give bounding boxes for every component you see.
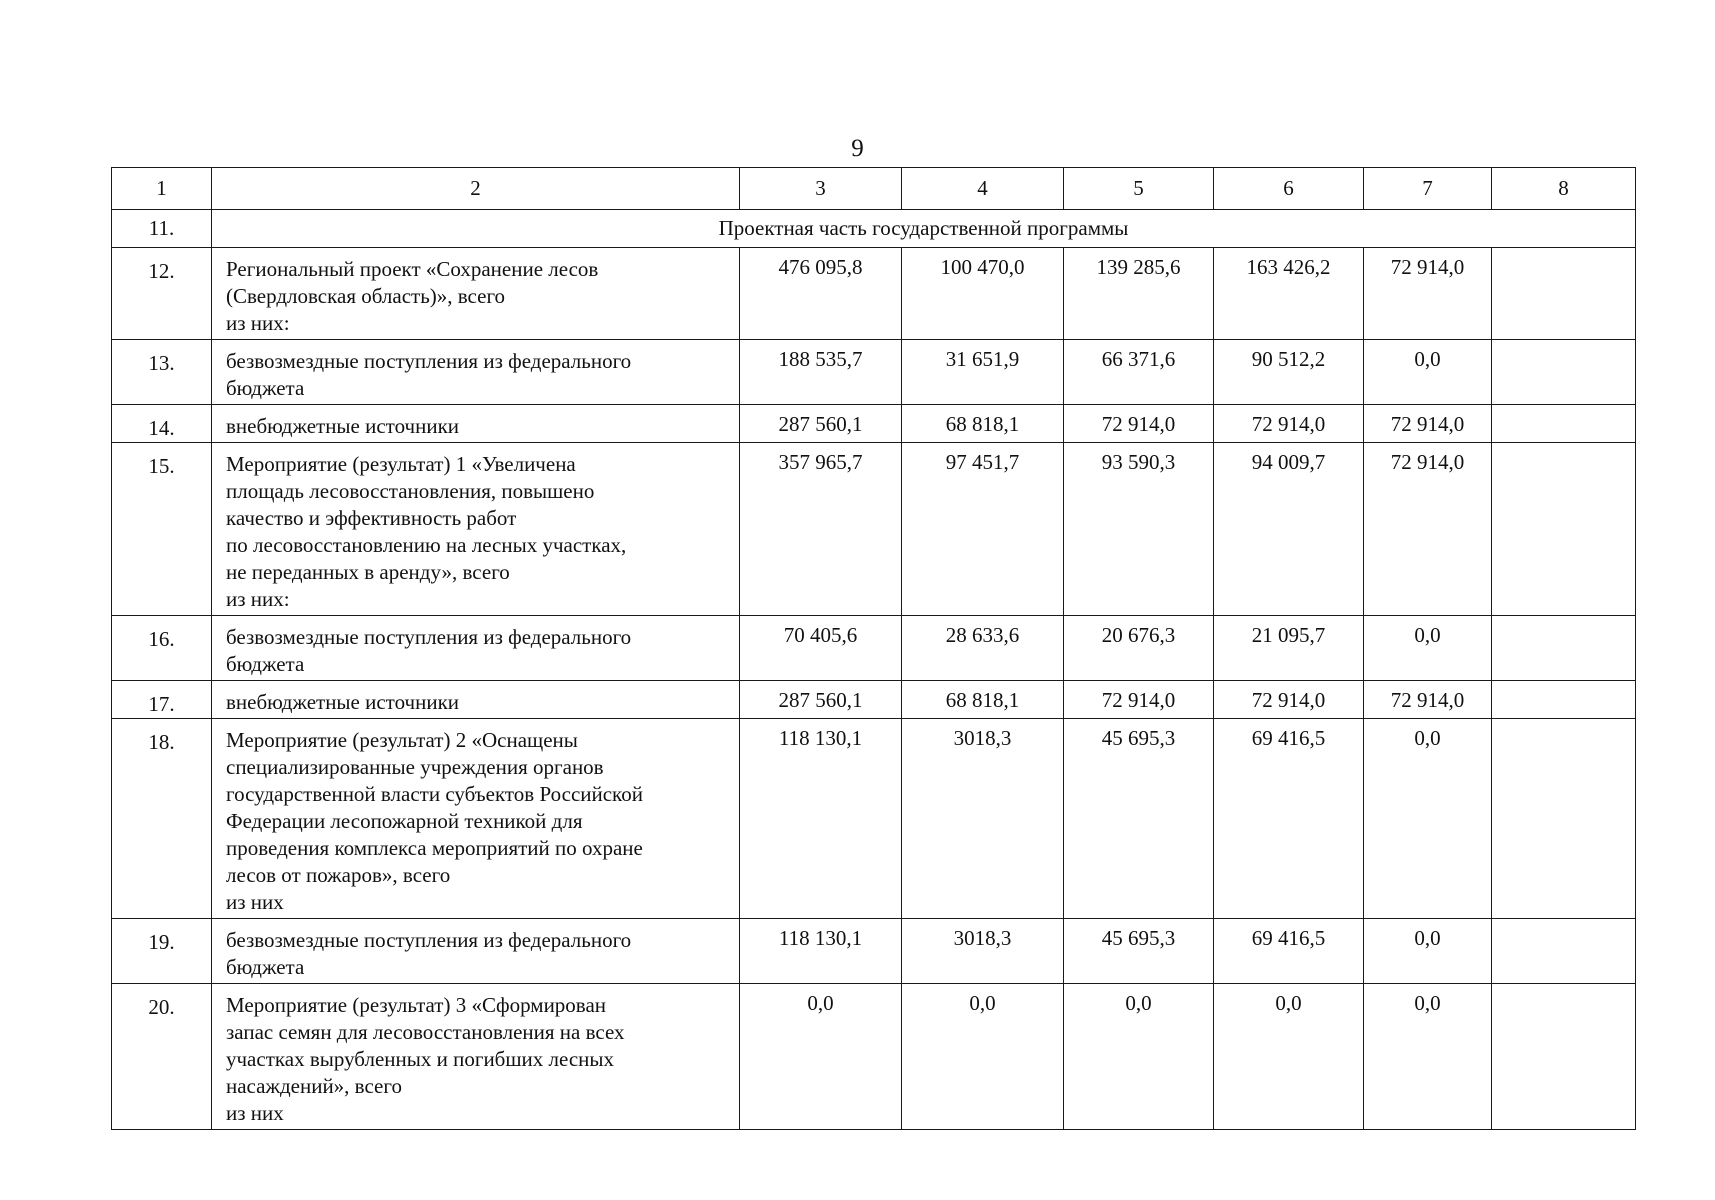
value-col-3: 188 535,7 bbox=[740, 340, 902, 405]
value-col-3: 70 405,6 bbox=[740, 616, 902, 681]
value-col-4: 68 818,1 bbox=[902, 405, 1064, 443]
table-row bbox=[112, 443, 1636, 616]
column-number-row bbox=[112, 168, 1636, 210]
value-col-8 bbox=[1492, 443, 1636, 616]
table-row bbox=[112, 248, 1636, 340]
value-col-7: 72 914,0 bbox=[1364, 248, 1492, 340]
row-number: 16. bbox=[112, 616, 212, 681]
column-number: 7 bbox=[1364, 168, 1492, 210]
table-row bbox=[112, 681, 1636, 719]
value-col-7: 72 914,0 bbox=[1364, 443, 1492, 616]
value-col-6: 69 416,5 bbox=[1214, 719, 1364, 919]
value-col-5: 139 285,6 bbox=[1064, 248, 1214, 340]
table-row bbox=[112, 919, 1636, 984]
table-row bbox=[112, 340, 1636, 405]
row-name: безвозмездные поступления из федерального бюджета bbox=[212, 340, 740, 405]
value-col-4: 3018,3 bbox=[902, 719, 1064, 919]
value-col-3: 287 560,1 bbox=[740, 681, 902, 719]
row-number: 13. bbox=[112, 340, 212, 405]
row-number: 18. bbox=[112, 719, 212, 919]
row-name: Мероприятие (результат) 1 «Увеличена площадь лесовосстановления, повышено качество и эффективность работ по лесовосстановлению на лесных участках, не переданных в аренду», всего из них: bbox=[212, 443, 740, 616]
row-number: 17. bbox=[112, 681, 212, 719]
column-number: 2 bbox=[212, 168, 740, 210]
value-col-5: 66 371,6 bbox=[1064, 340, 1214, 405]
value-col-7: 0,0 bbox=[1364, 919, 1492, 984]
table-row bbox=[112, 405, 1636, 443]
value-col-5: 20 676,3 bbox=[1064, 616, 1214, 681]
value-col-3: 357 965,7 bbox=[740, 443, 902, 616]
row-number: 15. bbox=[112, 443, 212, 616]
value-col-4: 3018,3 bbox=[902, 919, 1064, 984]
value-col-4: 68 818,1 bbox=[902, 681, 1064, 719]
value-col-8 bbox=[1492, 616, 1636, 681]
column-number: 8 bbox=[1492, 168, 1636, 210]
value-col-7: 0,0 bbox=[1364, 719, 1492, 919]
value-col-6: 69 416,5 bbox=[1214, 919, 1364, 984]
column-number: 3 bbox=[740, 168, 902, 210]
value-col-3: 118 130,1 bbox=[740, 719, 902, 919]
value-col-8 bbox=[1492, 405, 1636, 443]
value-col-4: 0,0 bbox=[902, 984, 1064, 1130]
value-col-7: 72 914,0 bbox=[1364, 681, 1492, 719]
column-number: 1 bbox=[112, 168, 212, 210]
budget-table bbox=[111, 167, 1636, 1130]
row-name: Региональный проект «Сохранение лесов (Свердловская область)», всего из них: bbox=[212, 248, 740, 340]
value-col-5: 45 695,3 bbox=[1064, 919, 1214, 984]
row-name: безвозмездные поступления из федерального бюджета bbox=[212, 616, 740, 681]
value-col-7: 0,0 bbox=[1364, 340, 1492, 405]
value-col-5: 45 695,3 bbox=[1064, 719, 1214, 919]
table-row bbox=[112, 719, 1636, 919]
value-col-4: 97 451,7 bbox=[902, 443, 1064, 616]
value-col-3: 287 560,1 bbox=[740, 405, 902, 443]
row-name: Мероприятие (результат) 3 «Сформирован запас семян для лесовосстановления на всех участках вырубленных и погибших лесных насаждений», всего из них bbox=[212, 984, 740, 1130]
value-col-7: 72 914,0 bbox=[1364, 405, 1492, 443]
row-name: внебюджетные источники bbox=[212, 405, 740, 443]
value-col-4: 28 633,6 bbox=[902, 616, 1064, 681]
column-number: 5 bbox=[1064, 168, 1214, 210]
row-number: 12. bbox=[112, 248, 212, 340]
value-col-7: 0,0 bbox=[1364, 616, 1492, 681]
value-col-5: 72 914,0 bbox=[1064, 405, 1214, 443]
value-col-6: 21 095,7 bbox=[1214, 616, 1364, 681]
table-row bbox=[112, 616, 1636, 681]
value-col-5: 72 914,0 bbox=[1064, 681, 1214, 719]
table-body bbox=[112, 168, 1636, 1130]
value-col-6: 163 426,2 bbox=[1214, 248, 1364, 340]
value-col-5: 0,0 bbox=[1064, 984, 1214, 1130]
page-number: 9 bbox=[851, 135, 864, 162]
value-col-6: 72 914,0 bbox=[1214, 405, 1364, 443]
value-col-3: 476 095,8 bbox=[740, 248, 902, 340]
value-col-3: 0,0 bbox=[740, 984, 902, 1130]
value-col-6: 94 009,7 bbox=[1214, 443, 1364, 616]
value-col-4: 31 651,9 bbox=[902, 340, 1064, 405]
value-col-8 bbox=[1492, 248, 1636, 340]
section-title: Проектная часть государственной программы bbox=[212, 210, 1636, 248]
row-name: безвозмездные поступления из федерального бюджета bbox=[212, 919, 740, 984]
value-col-8 bbox=[1492, 719, 1636, 919]
value-col-5: 93 590,3 bbox=[1064, 443, 1214, 616]
value-col-6: 90 512,2 bbox=[1214, 340, 1364, 405]
value-col-8 bbox=[1492, 681, 1636, 719]
row-number: 14. bbox=[112, 405, 212, 443]
row-number: 19. bbox=[112, 919, 212, 984]
column-number: 4 bbox=[902, 168, 1064, 210]
row-name: Мероприятие (результат) 2 «Оснащены специализированные учреждения органов государственной власти субъектов Российской Федерации лесопожарной техникой для проведения комплекса мероприятий по охране лесов от пожаров», всего из них bbox=[212, 719, 740, 919]
row-name: внебюджетные источники bbox=[212, 681, 740, 719]
value-col-7: 0,0 bbox=[1364, 984, 1492, 1130]
value-col-8 bbox=[1492, 340, 1636, 405]
row-number: 11. bbox=[112, 210, 212, 248]
value-col-3: 118 130,1 bbox=[740, 919, 902, 984]
value-col-4: 100 470,0 bbox=[902, 248, 1064, 340]
value-col-8 bbox=[1492, 919, 1636, 984]
section-row bbox=[112, 210, 1636, 248]
column-number: 6 bbox=[1214, 168, 1364, 210]
row-number: 20. bbox=[112, 984, 212, 1130]
value-col-6: 0,0 bbox=[1214, 984, 1364, 1130]
table-row bbox=[112, 984, 1636, 1130]
value-col-6: 72 914,0 bbox=[1214, 681, 1364, 719]
value-col-8 bbox=[1492, 984, 1636, 1130]
